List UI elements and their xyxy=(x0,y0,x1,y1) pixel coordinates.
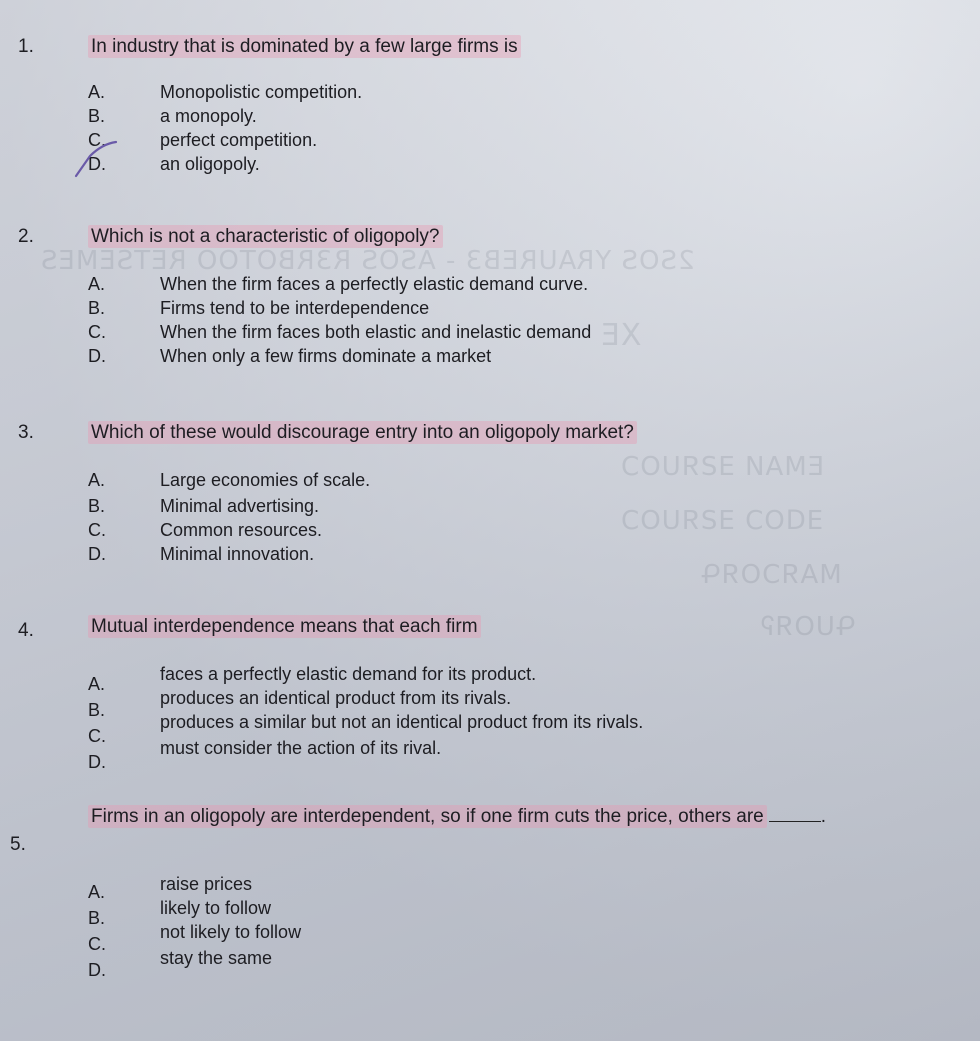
option-letter: C. xyxy=(88,130,106,150)
option-letter: B. xyxy=(88,908,106,928)
option-letter: A. xyxy=(88,82,106,102)
option-text: perfect competition. xyxy=(160,130,318,150)
question-text xyxy=(88,806,826,828)
option-letter: C. xyxy=(88,520,106,540)
question-text xyxy=(88,616,481,638)
option-text: produces an identical product from its rivals. xyxy=(160,688,512,708)
option-letter: B. xyxy=(88,298,106,318)
option-letter: C. xyxy=(88,322,106,342)
option-letter: D. xyxy=(88,346,106,366)
option-letter: D. xyxy=(88,544,106,564)
question-suffix: . xyxy=(820,806,827,827)
question-text xyxy=(88,422,637,444)
option-letter: D. xyxy=(88,960,106,980)
question-text xyxy=(88,36,521,58)
bleed-through-text: XE xyxy=(600,318,642,353)
bleed-through-text: 2SOS YRAUREB3 - ASOS R3RBOTOO RETSEMES xyxy=(40,246,695,276)
bleed-through-text: MAЯƆOЯԳ xyxy=(700,560,842,590)
question-text-highlighted: Which is not a characteristic of oligopoly? xyxy=(88,225,443,248)
option-letter: A. xyxy=(88,274,106,294)
option-text: must consider the action of its rival. xyxy=(160,738,442,758)
option-text: Firms tend to be interdependence xyxy=(160,298,430,318)
option-letter: B. xyxy=(88,496,106,516)
question-number: 5. xyxy=(10,834,26,855)
option-text: faces a perfectly elastic demand for its product. xyxy=(160,664,537,684)
option-text: Large economies of scale. xyxy=(160,470,371,490)
option-letter: D. xyxy=(88,154,106,174)
option-letter: A. xyxy=(88,470,106,490)
option-text: not likely to follow xyxy=(160,922,302,942)
option-text: likely to follow xyxy=(160,898,272,918)
option-text: Monopolistic competition. xyxy=(160,82,363,102)
option-text: an oligopoly. xyxy=(160,154,260,174)
option-text: Minimal innovation. xyxy=(160,544,315,564)
question-text-highlighted: Firms in an oligopoly are interdependent, so if one firm cuts the price, others are xyxy=(88,805,767,828)
question-text-highlighted: Mutual interdependence means that each firm xyxy=(88,615,481,638)
bleed-through-text: EMAИ ƎƧЯUOϽ xyxy=(620,452,825,482)
question-number: 2. xyxy=(18,226,34,247)
option-text: raise prices xyxy=(160,874,253,894)
option-letter: A. xyxy=(88,882,106,902)
bleed-through-text: ԳUOЯᎮ xyxy=(760,612,856,642)
option-letter: B. xyxy=(88,700,106,720)
option-text: produces a similar but not an identical product from its rivals. xyxy=(160,712,644,732)
option-text: When the firm faces a perfectly elastic demand curve. xyxy=(160,274,589,294)
question-number: 3. xyxy=(18,422,34,443)
option-letter: C. xyxy=(88,934,106,954)
option-letter: B. xyxy=(88,106,106,126)
answer-blank[interactable] xyxy=(769,821,821,822)
question-number: 4. xyxy=(18,620,34,641)
option-letter: C. xyxy=(88,726,106,746)
option-letter: A. xyxy=(88,674,106,694)
option-text: When only a few firms dominate a market xyxy=(160,346,492,366)
option-text: Minimal advertising. xyxy=(160,496,320,516)
question-text-highlighted: In industry that is dominated by a few large firms is xyxy=(88,35,521,58)
option-text: Common resources. xyxy=(160,520,323,540)
question-text xyxy=(88,226,443,248)
option-letter: D. xyxy=(88,752,106,772)
option-text: stay the same xyxy=(160,948,273,968)
option-text: a monopoly. xyxy=(160,106,257,126)
question-text-highlighted: Which of these would discourage entry into an oligopoly market? xyxy=(88,421,637,444)
option-text: When the firm faces both elastic and inelastic demand xyxy=(160,322,592,342)
bleed-through-text: ƎᗡOϽ ƎƧЯUOϽ xyxy=(620,506,824,536)
question-number: 1. xyxy=(18,36,34,57)
